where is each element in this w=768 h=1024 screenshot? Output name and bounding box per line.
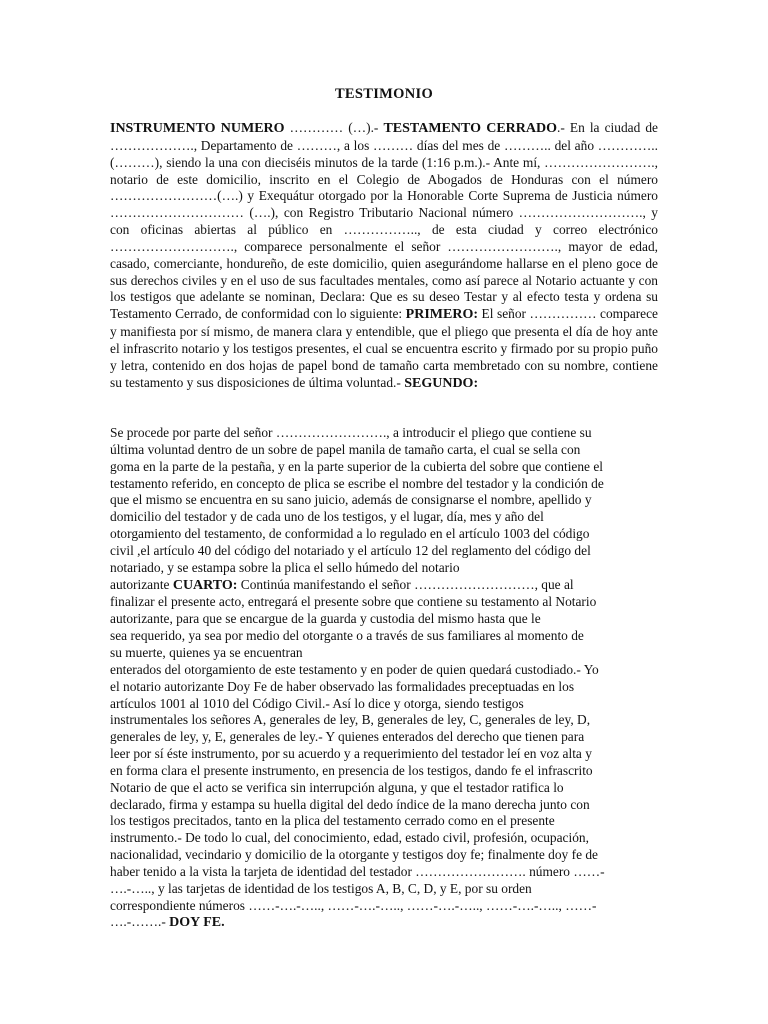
text-line: enterados del otorgamiento de este testamento y en poder de quien quedará custodiado.- Yo [110, 661, 599, 677]
text-segment: autorizante [110, 576, 173, 592]
text-line [110, 577, 658, 595]
text-line: notariado, y se estampa sobre la plica el sello húmedo del notario [110, 559, 460, 575]
text-line: artículos 1001 al 1010 del Código Civil.- Así lo dice y otorga, siendo testigos [110, 695, 524, 711]
text-line: instrumento.- De todo lo cual, del conocimiento, edad, estado civil, profesión, ocupación, [110, 830, 589, 846]
text-line: que el mismo se encuentra en su sano juicio, además de consignarse el nombre, apellido y [110, 492, 592, 508]
text-line: haber tenido a la vista la tarjeta de identidad del testador ……………………. número ……- [110, 863, 605, 879]
text-segment: ………… (…).- [284, 120, 384, 135]
text-segment: .- En la ciudad de ………………., Departamento de ………, a los ……… días del mes de ……….. del año ………….. (………), siendo la una con dieciséis minutos de la tarde (1:16 p.m.).- Ante mí, ……………………., notario de este domicilio, inscrito en el Colegio de Abogados de Honduras con el número ……………………(….) y Exequátur otorgado por la Honorable Corte Suprema de Justicia número ………………………… (….), con Registro Tributario Nacional número ………………………., y con oficinas abiertas al público en …………….., de esta ciudad y correo electrónico ………………………., comparece personalmente el señor ……………………., mayor de edad, casado, comerciante, hondureño, de este domicilio, quien asegurándome hallarse en el pleno goce de sus derechos civiles y en el uso de sus facultades mentales, como así parece al Notario actuante y con los testigos que adelante se nominan, Declara: Que es su deseo Testar y al efecto testa y ordena su Testamento Cerrado, de conformidad con lo siguiente: [110, 120, 658, 322]
heading-cuarto: CUARTO: [172, 577, 238, 593]
text-line: testamento referido, en concepto de plica se escribe el nombre del testador y la condición de [110, 475, 604, 491]
text-line: finalizar el presente acto, entregará el presente sobre que contiene su testamento al Notario [110, 594, 597, 610]
text-line: autorizante, para que se encargue de la guarda y custodia del mismo hasta que le [110, 611, 541, 627]
text-line: domicilio del testador y de cada uno de los testigos, y el lugar, día, mes y año del [110, 509, 544, 525]
text-line: Notario de que el acto se verifica sin interrupción alguna, y que el testador ratifica lo [110, 779, 564, 795]
heading-doy-fe: DOY FE. [169, 915, 225, 931]
text-line: generales de ley, y, E, generales de ley.- Y quienes enterados del derecho que tienen para [110, 729, 585, 745]
text-line: su muerte, quienes ya se encuentran [110, 644, 303, 660]
text-line: el notario autorizante Doy Fe de haber observado las formalidades preceptuadas en los [110, 678, 575, 694]
document-title: TESTIMONIO [334, 86, 434, 102]
text-segment: ….-…….- [110, 914, 170, 930]
paragraph-instrument [110, 120, 658, 393]
text-line: los testigos precitados, tanto en la plica del testamento cerrado como en el presente [110, 813, 555, 829]
paragraph-procedure [110, 425, 658, 932]
heading-segundo: SEGUNDO: [404, 375, 479, 391]
heading-instrumento: INSTRUMENTO NUMERO [110, 121, 285, 136]
text-line: goma en la parte de la pestaña, y en la parte superior de la cubierta del sobre que contiene el [110, 458, 604, 474]
heading-testamento-cerrado: TESTAMENTO CERRADO [383, 121, 557, 136]
text-line: otorgamiento del testamento, de conformidad a lo regulado en el artículo 1003 del código [110, 526, 590, 542]
heading-primero: PRIMERO: [405, 307, 478, 323]
text-segment: Continúa manifestando el señor ………………………, que al [237, 576, 574, 592]
text-line [110, 914, 658, 932]
text-line: sea requerido, ya sea por medio del otorgante o a través de sus familiares al momento de [110, 628, 584, 644]
text-line: leer por sí éste instrumento, por su acuerdo y a requerimiento del testador leí en voz alta y [110, 746, 592, 762]
text-line: ….-….., y las tarjetas de identidad de los testigos A, B, C, D, y E, por su orden [110, 880, 532, 896]
text-line: correspondiente números ……-….-….., ……-….-….., ……-….-….., ……-….-….., ……- [110, 897, 597, 913]
text-line: Se procede por parte del señor ……………………., a introducir el pliego que contiene su [110, 425, 592, 440]
text-segment: El señor …………… comparece y manifiesta por sí mismo, de manera clara y entendible, que el pliego que presenta el día de hoy ante el infrascrito notario y los testigos presentes, el cual se encuentra escrito y firmado por su propio puño y letra, contenido en dos hojas de papel bond de tamaño carta membretado con su nombre, contiene su testamento y sus disposiciones de última voluntad.- [110, 306, 659, 390]
text-line: civil ,el artículo 40 del código del notariado y el artículo 12 del reglamento del código del [110, 542, 591, 558]
text-line: en forma clara el presente instrumento, en presencia de los testigos, dando fe el infrascrito [110, 762, 593, 778]
text-line: declarado, firma y estampa su huella digital del dedo índice de la mano derecha junto con [110, 796, 590, 812]
text-line: instrumentales los señores A, generales de ley, B, generales de ley, C, generales de ley, D, [110, 712, 591, 728]
text-line: nacionalidad, vecindario y domicilio de la otorgante y testigos doy fe; finalmente doy fe de [110, 847, 598, 863]
text-line: última voluntad dentro de un sobre de papel manila de tamaño carta, el cual se sella con [110, 441, 581, 457]
